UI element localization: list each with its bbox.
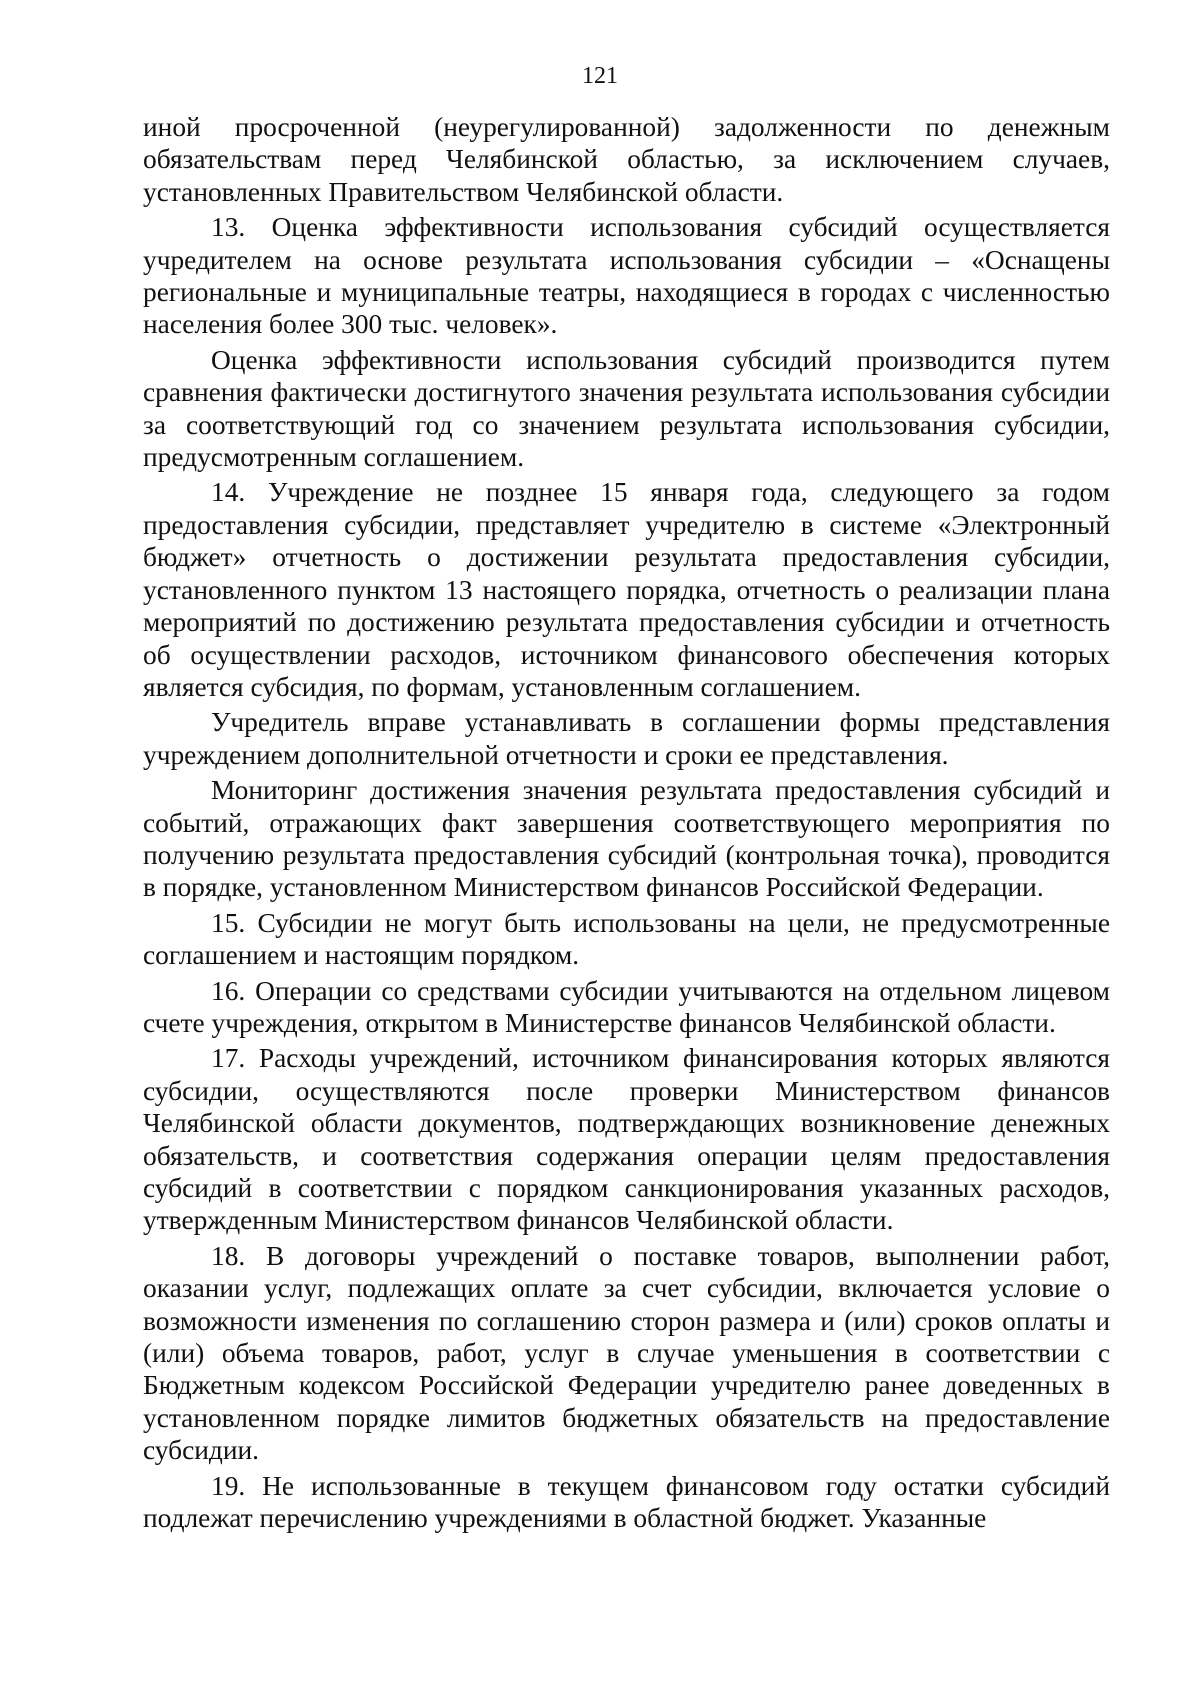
paragraph-item-13: 13. Оценка эффективности использования субсидий осуществляется учредителем на основе результата использования субсидии – «Оснащены региональные и муниципальные театры, находящиеся в городах с численностью населения более 300 тыс. человек». [143, 212, 1110, 340]
paragraph-item-19: 19. Не использованные в текущем финансовом году остатки субсидий подлежат перечислению учреждениями в областной бюджет. Указанные [143, 1470, 1110, 1534]
paragraph-item-17: 17. Расходы учреждений, источником финансирования которых являются субсидии, осуществляются после проверки Министерством финансов Челябинской области документов, подтверждающих возникновение денежных обязательств, и соответствия содержания операции целям предоставления субсидий в соответствии с порядком санкционирования указанных расходов, утвержденным Министерством финансов Челябинской области. [143, 1043, 1110, 1236]
paragraph-founder-rights: Учредитель вправе устанавливать в соглашении формы представления учреждением дополнительной отчетности и сроки ее представления. [143, 707, 1110, 770]
paragraph-item-15: 15. Субсидии не могут быть использованы на цели, не предусмотренные соглашением и настоящим порядком. [143, 907, 1110, 971]
paragraph-evaluation: Оценка эффективности использования субсидий производится путем сравнения фактически достигнутого значения результата использования субсидии за соответствующий год со значением результата использования субсидии, предусмотренным соглашением. [143, 344, 1110, 473]
paragraph-item-14: 14. Учреждение не позднее 15 января года, следующего за годом предоставления субсидии, представляет учредителю в системе «Электронный бюджет» отчетность о достижении результата предоставления субсидии, установленного пунктом 13 настоящего порядка, отчетность о реализации плана мероприятий по достижению результата предоставления субсидии и отчетность об осуществлении расходов, источником финансового обеспечения которых является субсидия, по формам, установленным соглашением. [143, 477, 1110, 702]
paragraph-continuation: иной просроченной (неурегулированной) задолженности по денежным обязательствам перед Челябинской областью, за исключением случаев, установленных Правительством Челябинской области. [143, 112, 1110, 207]
document-body [143, 111, 1110, 1534]
page-number: 121 [582, 63, 618, 89]
paragraph-monitoring: Мониторинг достижения значения результата предоставления субсидий и событий, отражающих факт завершения соответствующего мероприятия по получению результата предоставления субсидий (контрольная точка), проводится в порядке, установленном Министерством финансов Российской Федерации. [143, 775, 1110, 903]
paragraph-item-16: 16. Операции со средствами субсидии учитываются на отдельном лицевом счете учреждения, открытом в Министерстве финансов Челябинской области. [143, 975, 1110, 1038]
paragraph-item-18: 18. В договоры учреждений о поставке товаров, выполнении работ, оказании услуг, подлежащих оплате за счет субсидии, включается условие о возможности изменения по соглашению сторон размера и (или) сроков оплаты и (или) объема товаров, работ, услуг в случае уменьшения в соответствии с Бюджетным кодексом Российской Федерации учредителю ранее доведенных в установленном порядке лимитов бюджетных обязательств на предоставление субсидии. [143, 1240, 1110, 1466]
